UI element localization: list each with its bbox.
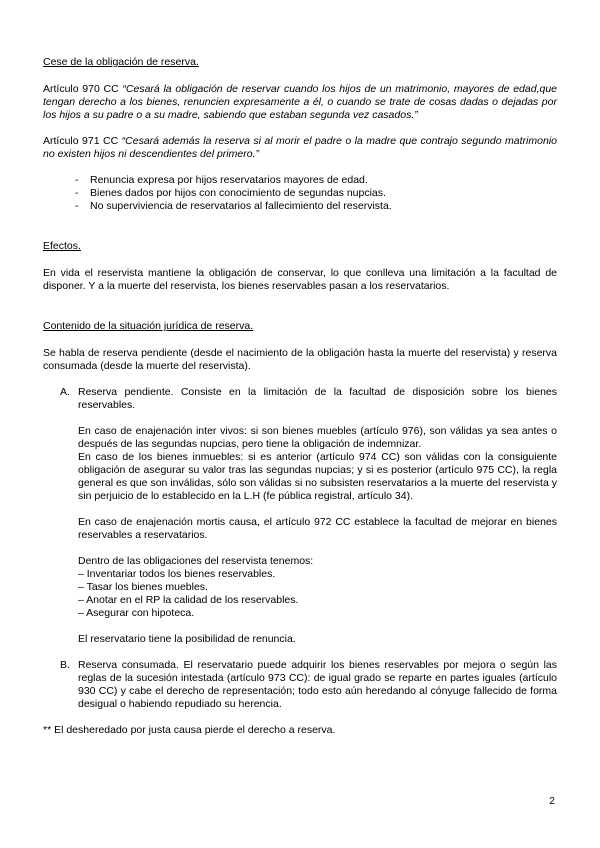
section-heading-cese: Cese de la obligación de reserva.: [43, 56, 199, 68]
list-item-a: [43, 386, 557, 659]
obligaciones-list: [78, 568, 557, 620]
list-marker-a: A.: [60, 386, 70, 398]
dash-marker: -: [75, 187, 79, 199]
list-item-text: Bienes dados por hijos con conocimiento de segundas nupcias.: [90, 187, 386, 199]
paragraph-articulo-971: [43, 135, 557, 161]
page-number: 2: [549, 795, 555, 807]
paragraph-reserva-pendiente: Reserva pendiente. Consiste en la limitación de la facultad de disposición sobre los bienes reservables.: [78, 386, 557, 411]
paragraph-efectos: En vida el reservista mantiene la obligación de conservar, lo que conlleva una limitación a la facultad de disponer. Y a la muerte del reservista, los bienes reservables pasan a los reservatarios.: [43, 267, 557, 292]
obligacion-item: – Anotar en el RP la calidad de los reservables.: [78, 594, 299, 606]
paragraph-contenido: Se habla de reserva pendiente (desde el nacimiento de la obligación hasta la muerte del reservista) y reserva consumada (desde la muerte del reservista).: [43, 347, 557, 372]
paragraph-reserva-consumada: Reserva consumada. El reservatario puede adquirir los bienes reservables por mejora o según las reglas de la sucesión intestada (artículo 973 CC): de igual grado se reparte en partes iguales (artículo 930 CC) y cabe el derecho de representación; todo esto aún heredando al cónyuge fallecido de forma desigual o habiendo repudiado su herencia.: [78, 659, 557, 710]
obligacion-item: – Asegurar con hipoteca.: [78, 607, 195, 619]
paragraph-mortis-causa: En caso de enajenación mortis causa, el artículo 972 CC establece la facultad de mejorar en bienes reservables a reservatarios.: [78, 516, 557, 541]
paragraph-inter-vivos: En caso de enajenación inter vivos: si son bienes muebles (artículo 976), son válidas ya sea antes o después de las segundas nupcias, pero tiene la obligación de indemnizar.: [78, 425, 557, 450]
list-item: [75, 187, 557, 200]
footnote: ** El desheredado por justa causa pierde el derecho a reserva.: [43, 724, 336, 736]
dash-marker: -: [75, 200, 79, 212]
articulo-970-quote: “Cesará la obligación de reservar cuando los hijos de un matrimonio, mayores de edad,que tengan derecho a los bienes, renuncien expresamente a él, o cuando se trate de cosas dadas o dejadas por los hijos a su padre o a su madre, sabiendo que estaban segunda vez casados.”: [43, 83, 558, 121]
list-item: [75, 200, 557, 213]
section-heading-efectos: Efectos.: [43, 240, 81, 252]
list-marker-b: B.: [60, 659, 70, 671]
dash-marker: -: [75, 174, 79, 186]
articulo-971-label: Artículo 971 CC: [43, 135, 119, 147]
list-item-text: Renuncia expresa por hijos reservatarios mayores de edad.: [90, 174, 368, 186]
list-item-b-body: [78, 659, 557, 724]
paragraph-renuncia: El reservatario tiene la posibilidad de renuncia.: [78, 633, 296, 645]
obligacion-item: – Tasar los bienes muebles.: [78, 581, 208, 593]
paragraph-articulo-970: [43, 83, 557, 122]
obligacion-item: – Inventariar todos los bienes reservables.: [78, 568, 276, 580]
list-item-text: No superviviencia de reservatarios al fallecimiento del reservista.: [90, 200, 392, 212]
list-item-b: [43, 659, 557, 724]
list-item-a-body: [78, 386, 557, 659]
section-heading-contenido: Contenido de la situación jurídica de reserva.: [43, 320, 254, 332]
summary-list: [43, 174, 557, 213]
articulo-970-label: Artículo 970 CC: [43, 83, 119, 95]
paragraph-inmuebles: En caso de los bienes inmuebles: si es anterior (artículo 974 CC) son válidas con la consiguiente obligación de asegurar su valor tras las segundas nupcias; y si es posterior (artículo 975 CC), la regla general es que son inválidas, sólo son válidas si no subsisten reservatarios a la muerte del reservista y sin perjuicio de lo establecido en la L.H (fe pública registral, artículo 34).: [78, 451, 557, 502]
paragraph-obligaciones-intro: Dentro de las obligaciones del reservista tenemos:: [78, 555, 314, 567]
articulo-971-quote: “Cesará además la reserva si al morir el padre o la madre que contrajo segundo matrimonio no existen hijos ni descendientes del primero.”: [43, 135, 557, 160]
list-item: [75, 174, 557, 187]
